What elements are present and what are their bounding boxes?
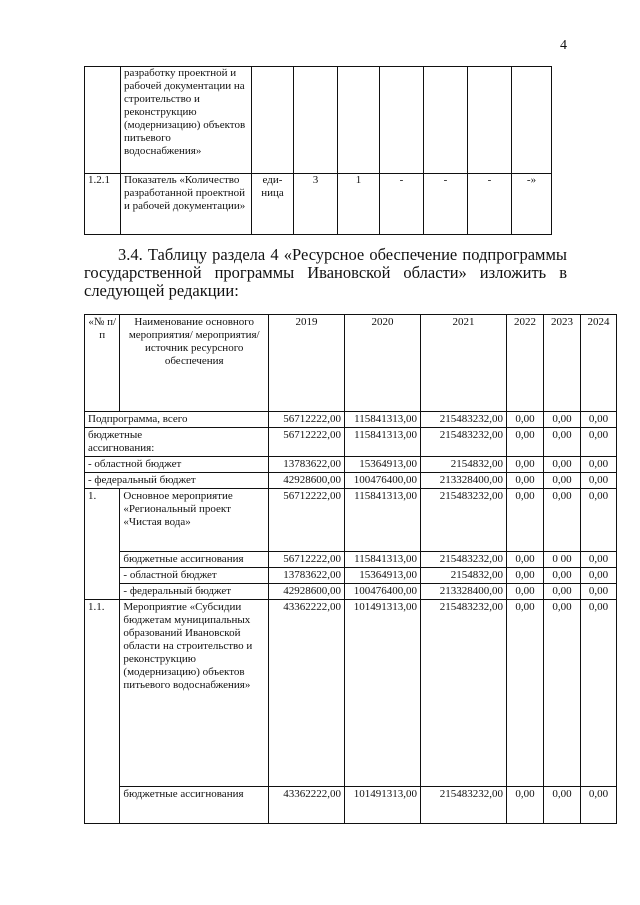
row-name: - федеральный бюджет <box>85 473 269 489</box>
value-cell: - <box>424 174 468 235</box>
table-row <box>85 489 617 552</box>
value-cell: 0,00 <box>544 457 581 473</box>
column-header: «№ п/п <box>85 315 120 412</box>
value-cell: 13783622,00 <box>269 568 345 584</box>
value-cell: 215483232,00 <box>421 600 507 787</box>
value-cell: 0,00 <box>507 412 544 428</box>
column-header: 2024 <box>581 315 617 412</box>
row-number: 1.2.1 <box>85 174 121 235</box>
value-cell: 56712222,00 <box>269 412 345 428</box>
indicator-table <box>84 66 552 235</box>
row-name: - федеральный бюджет <box>120 584 269 600</box>
value-cell <box>338 67 380 174</box>
row-name: Подпрограмма, всего <box>85 412 269 428</box>
table-row <box>85 600 617 787</box>
value-cell: 0,00 <box>507 473 544 489</box>
column-header: 2019 <box>269 315 345 412</box>
value-cell: 43362222,00 <box>269 600 345 787</box>
value-cell: 115841313,00 <box>345 489 421 552</box>
unit-cell <box>252 67 294 174</box>
value-cell: 0,00 <box>544 600 581 787</box>
value-cell: 101491313,00 <box>345 600 421 787</box>
resource-table <box>84 314 617 824</box>
row-number <box>85 67 121 174</box>
page-number: 4 <box>560 38 567 53</box>
value-cell: 42928600,00 <box>269 473 345 489</box>
table-row <box>85 552 617 568</box>
column-header: 2020 <box>345 315 421 412</box>
value-cell: 0,00 <box>544 568 581 584</box>
value-cell: 0,00 <box>581 600 617 787</box>
value-cell: 0,00 <box>581 787 617 824</box>
value-cell: 0,00 <box>507 489 544 552</box>
value-cell: 0,00 <box>544 412 581 428</box>
value-cell: 0,00 <box>507 600 544 787</box>
table-row <box>85 584 617 600</box>
value-cell: 0 00 <box>544 552 581 568</box>
value-cell: 0,00 <box>581 473 617 489</box>
value-cell: 0,00 <box>544 428 581 457</box>
value-cell: 215483232,00 <box>421 428 507 457</box>
value-cell: 0,00 <box>544 473 581 489</box>
value-cell: 13783622,00 <box>269 457 345 473</box>
row-number: 1. <box>85 489 120 600</box>
table-row <box>85 174 552 235</box>
value-cell: 0,00 <box>507 552 544 568</box>
table-row <box>85 473 617 489</box>
value-cell: 0,00 <box>581 457 617 473</box>
value-cell <box>512 67 552 174</box>
value-cell: 0,00 <box>507 568 544 584</box>
column-header: 2022 <box>507 315 544 412</box>
value-cell: 100476400,00 <box>345 584 421 600</box>
value-cell <box>468 67 512 174</box>
table-row <box>85 787 617 824</box>
value-cell: 0,00 <box>581 552 617 568</box>
value-cell: 0,00 <box>544 584 581 600</box>
column-header: 2021 <box>421 315 507 412</box>
value-cell: 56712222,00 <box>269 428 345 457</box>
value-cell: 56712222,00 <box>269 489 345 552</box>
row-name: бюджетные ассигнования: <box>85 428 269 457</box>
value-cell: 0,00 <box>507 787 544 824</box>
value-cell: -» <box>512 174 552 235</box>
value-cell <box>294 67 338 174</box>
value-cell: 0,00 <box>581 584 617 600</box>
value-cell: 0,00 <box>544 787 581 824</box>
value-cell: 0,00 <box>581 428 617 457</box>
value-cell: 0,00 <box>581 568 617 584</box>
value-cell <box>424 67 468 174</box>
value-cell: 215483232,00 <box>421 552 507 568</box>
value-cell: 215483232,00 <box>421 787 507 824</box>
value-cell: 42928600,00 <box>269 584 345 600</box>
value-cell: 101491313,00 <box>345 787 421 824</box>
value-cell: 15364913,00 <box>345 457 421 473</box>
value-cell: - <box>468 174 512 235</box>
value-cell: 215483232,00 <box>421 412 507 428</box>
row-name: - областной бюджет <box>85 457 269 473</box>
value-cell: 213328400,00 <box>421 473 507 489</box>
table-row <box>85 568 617 584</box>
value-cell: 0,00 <box>507 457 544 473</box>
table-row <box>85 428 617 457</box>
value-cell: 43362222,00 <box>269 787 345 824</box>
value-cell: 0,00 <box>581 412 617 428</box>
table-row <box>85 457 617 473</box>
row-name: разработку проектной и рабочей документации на строительство и реконструкцию (модернизацию) объектов питьевого водоснабжения» <box>121 67 252 174</box>
value-cell: 0,00 <box>507 584 544 600</box>
value-cell: 0,00 <box>544 489 581 552</box>
row-name: Показатель «Количество разработанной проектной и рабочей документации» <box>121 174 252 235</box>
value-cell: 2154832,00 <box>421 568 507 584</box>
value-cell: 115841313,00 <box>345 428 421 457</box>
value-cell: 1 <box>338 174 380 235</box>
instruction-paragraph <box>84 246 567 300</box>
column-header: 2023 <box>544 315 581 412</box>
value-cell: 0,00 <box>581 489 617 552</box>
row-name: бюджетные ассигнования <box>120 787 269 824</box>
value-cell: 15364913,00 <box>345 568 421 584</box>
value-cell: 115841313,00 <box>345 552 421 568</box>
unit-cell: еди-ница <box>252 174 294 235</box>
table-row <box>85 67 552 174</box>
value-cell: 115841313,00 <box>345 412 421 428</box>
table-row <box>85 412 617 428</box>
row-name: бюджетные ассигнования <box>120 552 269 568</box>
row-name: Основное мероприятие «Региональный проект «Чистая вода» <box>120 489 269 552</box>
row-name: - областной бюджет <box>120 568 269 584</box>
value-cell: 213328400,00 <box>421 584 507 600</box>
value-cell: 0,00 <box>507 428 544 457</box>
value-cell: 56712222,00 <box>269 552 345 568</box>
value-cell <box>380 67 424 174</box>
column-header: Наименование основного мероприятия/ мероприятия/ источник ресурсного обеспечения <box>120 315 269 412</box>
value-cell: 3 <box>294 174 338 235</box>
paragraph-text: 3.4. Таблицу раздела 4 «Ресурсное обеспечение подпрограммы государственной программы Ивановской области» изложить в следующей редакции: <box>84 245 567 300</box>
value-cell: - <box>380 174 424 235</box>
value-cell: 2154832,00 <box>421 457 507 473</box>
value-cell: 215483232,00 <box>421 489 507 552</box>
row-number: 1.1. <box>85 600 120 824</box>
header-row <box>85 315 617 412</box>
value-cell: 100476400,00 <box>345 473 421 489</box>
row-name: Мероприятие «Субсидии бюджетам муниципальных образований Ивановской области на строительство и реконструкцию (модернизацию) объектов питьевого водоснабжения» <box>120 600 269 787</box>
